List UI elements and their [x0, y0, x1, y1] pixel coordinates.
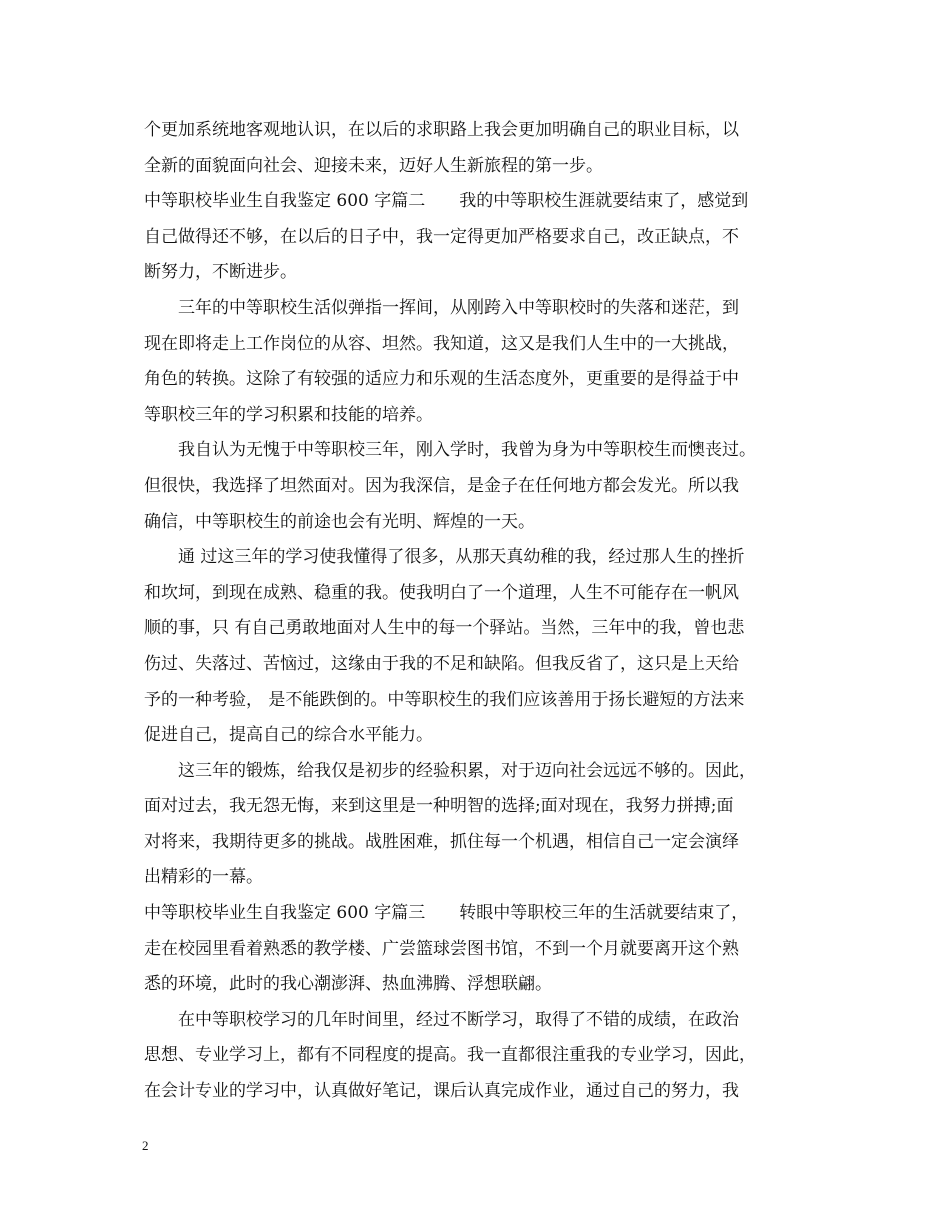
- section-heading-line: 中等职校毕业生自我鉴定 600 字篇三 转眼中等职校三年的生活就要结束了，: [144, 903, 749, 924]
- body-text: [144, 113, 828, 1110]
- text-line: 促进自己，提高自己的综合水平能力。: [144, 725, 433, 746]
- paragraph-start-line: 我自认为无愧于中等职校三年，刚入学时，我曾为身为中等职校生而懊丧过。: [178, 440, 756, 461]
- paragraph-start-line: 通 过这三年的学习使我懂得了很多，从那天真幼稚的我，经过那人生的挫折: [178, 547, 745, 568]
- text-line: 面对过去，我无怨无悔，来到这里是一种明智的选择;面对现在，我努力拼搏;面: [144, 796, 734, 817]
- text-line: 走在校园里看着熟悉的教学楼、广尝篮球尝图书馆，不到一个月就要离开这个熟: [144, 938, 739, 959]
- page-number: 2: [142, 1138, 149, 1153]
- text-line: 和坎坷，到现在成熟、稳重的我。使我明白了一个道理，人生不可能存在一帆风: [144, 582, 739, 603]
- text-line: 确信，中等职校生的前途也会有光明、辉煌的一天。: [144, 511, 535, 532]
- text-line: 思想、专业学习上，都有不同程度的提高。我一直都很注重我的专业学习，因此，: [144, 1045, 756, 1066]
- text-line: 自己做得还不够，在以后的日子中，我一定得更加严格要求自己，改正缺点，不: [144, 226, 739, 247]
- text-line: 顺的事，只 有自己勇敢地面对人生中的每一个驿站。当然，三年中的我，曾也悲: [144, 618, 745, 639]
- text-line: 出精彩的一幕。: [144, 867, 263, 888]
- text-line: 在会计专业的学习中，认真做好笔记，课后认真完成作业，通过自己的努力，我: [144, 1081, 739, 1102]
- text-line: 但很快，我选择了坦然面对。因为我深信，是金子在任何地方都会发光。所以我: [144, 475, 739, 496]
- text-line: 个更加系统地客观地认识，在以后的求职路上我会更加明确自己的职业目标，以: [144, 120, 739, 140]
- paragraph-start-line: 三年的中等职校生活似弹指一挥间，从刚跨入中等职校时的失落和迷茫，到: [178, 297, 739, 318]
- text-line: 伤过、失落过、苦恼过，这缘由于我的不足和缺陷。但我反省了，这只是上天给: [144, 653, 739, 674]
- section-heading-line: 中等职校毕业生自我鉴定 600 字篇二 我的中等职校生涯就要结束了，感觉到: [144, 191, 749, 212]
- text-line: 断努力，不断进步。: [144, 262, 297, 283]
- text-line: 等职校三年的学习积累和技能的培养。: [144, 404, 433, 425]
- text-line: 全新的面貌面向社会、迎接未来，迈好人生新旅程的第一步。: [144, 155, 603, 176]
- text-line: 对将来，我期待更多的挑战。战胜困难，抓住每一个机遇，相信自己一定会演绎: [144, 831, 739, 852]
- text-line: 角色的转换。这除了有较强的适应力和乐观的生活态度外，更重要的是得益于中: [144, 369, 739, 390]
- paragraph-start-line: 这三年的锻炼，给我仅是初步的经验积累，对于迈向社会远远不够的。因此，: [178, 760, 756, 781]
- text-line: 现在即将走上工作岗位的从容、坦然。我知道，这又是我们人生中的一大挑战，: [144, 333, 739, 354]
- text-line: 予的一种考验， 是不能跌倒的。中等职校生的我们应该善用于扬长避短的方法来: [144, 689, 745, 710]
- text-line: 悉的环境，此时的我心潮澎湃、热血沸腾、浮想联翩。: [144, 974, 552, 995]
- paragraph-start-line: 在中等职校学习的几年时间里，经过不断学习，取得了不错的成绩，在政治: [178, 1009, 739, 1030]
